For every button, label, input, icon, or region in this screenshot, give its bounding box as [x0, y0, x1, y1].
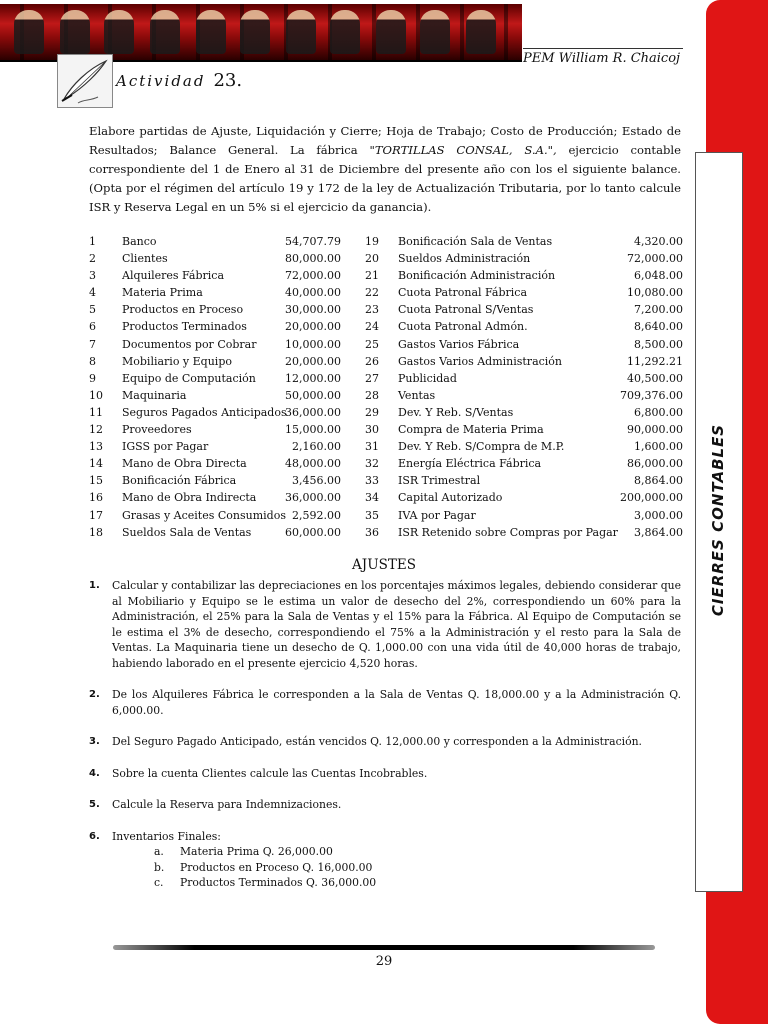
ajuste-text: Del Seguro Pagado Anticipado, están vencidos Q. 12,000.00 y corresponden a la Administración.: [112, 735, 642, 748]
account-value: 30,000.00: [285, 303, 341, 317]
account-name: Materia Prima: [122, 286, 203, 300]
account-name: Mano de Obra Directa: [122, 457, 247, 471]
account-number: 33: [365, 474, 379, 488]
account-value: 8,500.00: [634, 337, 683, 351]
account-name: IVA por Pagar: [398, 508, 476, 522]
account-name: Cuota Patronal S/Ventas: [398, 303, 534, 317]
account-number: 6: [89, 320, 96, 334]
account-name: Cuota Patronal Admón.: [398, 320, 528, 334]
ajuste-text: Calcular y contabilizar las depreciaciones en los porcentajes máximos legales, debiendo considerar que al Mobiliario y Equipo se le estima un valor de desecho del 2%, correspondiendo un 60% para la Administración, el 25% para la Sala de Ventas y el 15% para la Fábrica. Al Equipo de Computación se le estima el 3% de desecho, correspondiendo el 75% a la Administración y el resto para la Sala de Ventas. La Maquinaria tiene un desecho de Q. 1,000.00 con una vida útil de 40,000 horas de trabajo, habiendo laborado en el presente ejercicio 4,520 horas.: [112, 579, 681, 670]
inventario-letter: b.: [154, 860, 165, 874]
ajuste-number: 1.: [89, 580, 100, 591]
intro-text: Elabore partidas de Ajuste, Liquidación y Cierre; Hoja de Trabajo; Costo de Producción; Estado de Resultados; Balance General. La fábrica: [89, 124, 681, 157]
ajuste-item: [89, 766, 681, 782]
ajuste-number: 2.: [89, 689, 100, 700]
account-number: 15: [89, 474, 103, 488]
ajuste-text: Inventarios Finales:: [112, 829, 221, 843]
account-value: 200,000.00: [620, 491, 683, 505]
account-name: Mano de Obra Indirecta: [122, 491, 257, 505]
account-value: 10,000.00: [285, 337, 341, 351]
account-name: Proveedores: [122, 423, 192, 437]
banner-figure: [330, 10, 360, 54]
account-name: Ventas: [398, 388, 436, 402]
ajustes-heading: AJUSTES: [352, 557, 416, 573]
author-name: PEM William R. Chaicoj: [523, 48, 683, 66]
account-name: Seguros Pagados Anticipados: [122, 405, 287, 419]
account-value: 4,320.00: [634, 235, 683, 248]
account-row: [365, 301, 683, 318]
account-value: 709,376.00: [620, 388, 683, 402]
account-number: 24: [365, 320, 379, 334]
ajuste-number: 5.: [89, 799, 100, 810]
account-row: [365, 404, 683, 421]
account-row: [89, 387, 341, 404]
account-row: [89, 472, 341, 489]
account-number: 11: [89, 405, 103, 419]
inventario-text: Productos Terminados Q. 36,000.00: [180, 876, 377, 889]
account-name: Alquileres Fábrica: [122, 269, 225, 283]
account-row: [365, 472, 683, 489]
account-name: Publicidad: [398, 371, 457, 385]
ajuste-item: [89, 797, 681, 813]
account-name: Cuota Patronal Fábrica: [398, 286, 528, 300]
account-value: 72,000.00: [627, 252, 683, 266]
intro-paragraph: [89, 122, 681, 217]
account-name: Clientes: [122, 252, 168, 266]
account-name: Equipo de Computación: [122, 371, 256, 385]
account-number: 35: [365, 508, 379, 522]
account-number: 21: [365, 269, 379, 283]
account-name: Dev. Y Reb. S/Ventas: [398, 405, 514, 419]
account-row: [89, 370, 341, 387]
account-name: Compra de Materia Prima: [398, 423, 544, 437]
account-name: Gastos Varios Fábrica: [398, 337, 520, 351]
inventario-letter: c.: [154, 876, 164, 889]
account-value: 6,048.00: [634, 269, 683, 283]
account-number: 1: [89, 235, 96, 248]
banner-figure: [376, 10, 406, 54]
ajuste-text: Calcule la Reserva para Indemnizaciones.: [112, 798, 342, 811]
account-name: Productos Terminados: [122, 320, 247, 334]
account-number: 2: [89, 252, 96, 266]
account-row: [89, 421, 341, 438]
inventario-item: [154, 875, 681, 891]
account-row: [365, 353, 683, 370]
banner-figure: [14, 10, 44, 54]
account-number: 34: [365, 491, 379, 505]
account-number: 27: [365, 371, 379, 385]
account-number: 9: [89, 371, 96, 385]
account-value: 7,200.00: [634, 303, 683, 317]
account-row: [365, 387, 683, 404]
account-row: [89, 438, 341, 455]
banner-figure: [150, 10, 180, 54]
account-number: 10: [89, 388, 103, 402]
account-name: Gastos Varios Administración: [398, 354, 563, 368]
account-row: [365, 370, 683, 387]
account-row: [365, 524, 683, 541]
account-name: ISR Retenido sobre Compras por Pagar: [398, 525, 618, 539]
inventario-text: Productos en Proceso Q. 16,000.00: [180, 860, 373, 874]
account-row: [89, 267, 341, 284]
footer-divider: [113, 945, 655, 950]
account-name: ISR Trimestral: [398, 474, 481, 488]
account-row: [89, 524, 341, 541]
account-row: [89, 353, 341, 370]
account-number: 4: [89, 286, 96, 300]
account-value: 10,080.00: [627, 286, 683, 300]
account-name: Mobiliario y Equipo: [122, 354, 232, 368]
ajustes-list: [89, 578, 681, 907]
ajuste-text: Sobre la cuenta Clientes calcule las Cuentas Incobrables.: [112, 766, 428, 780]
account-value: 50,000.00: [285, 388, 341, 402]
account-name: Bonificación Fábrica: [122, 474, 237, 488]
account-value: 36,000.00: [285, 491, 341, 505]
account-row: [89, 284, 341, 301]
account-row: [89, 336, 341, 353]
account-number: 26: [365, 354, 379, 368]
account-row: [365, 455, 683, 472]
account-name: Productos en Proceso: [122, 303, 244, 317]
account-number: 29: [365, 405, 379, 419]
account-value: 15,000.00: [285, 423, 341, 437]
account-name: IGSS por Pagar: [122, 440, 209, 454]
company-name: "TORTILLAS CONSAL, S.A.",: [369, 143, 557, 157]
account-row: [89, 318, 341, 335]
ajuste-number: 3.: [89, 736, 100, 747]
activity-number: 23.: [213, 70, 243, 91]
account-value: 72,000.00: [285, 269, 341, 283]
account-name: Bonificación Administración: [398, 269, 556, 283]
account-value: 36,000.00: [285, 405, 341, 419]
account-row: [365, 336, 683, 353]
ajuste-item: [89, 734, 681, 750]
ajuste-number: 6.: [89, 830, 100, 842]
account-value: 60,000.00: [285, 525, 341, 539]
account-row: [89, 233, 341, 250]
inventario-letter: a.: [154, 845, 164, 858]
side-label: CIERRES CONTABLES: [709, 423, 727, 617]
account-value: 90,000.00: [627, 423, 683, 437]
ajuste-item: [89, 578, 681, 671]
account-number: 8: [89, 354, 96, 368]
account-number: 30: [365, 423, 379, 437]
account-number: 20: [365, 252, 379, 266]
account-value: 20,000.00: [285, 354, 341, 368]
account-row: [89, 404, 341, 421]
intro-text: ejercicio contable correspondiente del 1 de Enero al 31 de Diciembre del presente año con los el siguiente balance. (Opta por el régimen del artículo 19 y 172 de la ley de Actualización Tributaria, por lo tanto calcule ISR y Reserva Legal en un 5% si el ejercicio da ganancia).: [89, 143, 681, 214]
account-number: 17: [89, 508, 103, 522]
account-name: Documentos por Cobrar: [122, 337, 257, 351]
account-value: 40,500.00: [627, 371, 683, 385]
account-value: 20,000.00: [285, 320, 341, 334]
account-row: [365, 507, 683, 524]
quill-icon: [57, 54, 113, 108]
account-value: 3,000.00: [634, 508, 683, 522]
account-number: 5: [89, 303, 96, 317]
account-name: Grasas y Aceites Consumidos: [122, 508, 286, 522]
account-number: 3: [89, 269, 96, 283]
inventario-item: [154, 844, 681, 860]
ajuste-text: De los Alquileres Fábrica le corresponden a la Sala de Ventas Q. 18,000.00 y a la Administración Q. 6,000.00.: [112, 688, 681, 717]
account-value: 1,600.00: [634, 440, 683, 454]
banner-figure: [466, 10, 496, 54]
account-number: 32: [365, 457, 379, 471]
account-name: Sueldos Sala de Ventas: [122, 525, 252, 539]
account-value: 6,800.00: [634, 405, 683, 419]
account-name: Sueldos Administración: [398, 252, 531, 266]
account-value: 80,000.00: [285, 252, 341, 266]
account-row: [365, 489, 683, 506]
account-value: 3,864.00: [634, 525, 683, 539]
account-value: 86,000.00: [627, 457, 683, 471]
account-row: [89, 489, 341, 506]
account-value: 54,707.79: [285, 235, 341, 248]
account-row: [89, 455, 341, 472]
account-value: 2,160.00: [292, 440, 341, 454]
ajuste-item: [89, 829, 681, 891]
account-number: 28: [365, 388, 379, 402]
ajuste-number: 4.: [89, 767, 100, 779]
activity-label: Actividad: [116, 72, 206, 90]
banner-figure: [196, 10, 226, 54]
account-row: [365, 438, 683, 455]
account-name: Capital Autorizado: [398, 491, 503, 505]
account-number: 25: [365, 337, 379, 351]
account-value: 8,864.00: [634, 474, 683, 488]
accounts-table-right: [365, 233, 683, 541]
account-row: [365, 267, 683, 284]
account-value: 12,000.00: [285, 371, 341, 385]
account-row: [89, 507, 341, 524]
account-number: 7: [89, 337, 96, 351]
account-number: 16: [89, 491, 103, 505]
banner-figure: [240, 10, 270, 54]
account-name: Bonificación Sala de Ventas: [398, 235, 553, 248]
activity-title: [116, 70, 242, 91]
account-row: [365, 284, 683, 301]
page-number: 29: [375, 954, 393, 969]
account-name: Dev. Y Reb. S/Compra de M.P.: [398, 440, 565, 454]
account-row: [365, 233, 683, 250]
account-name: Banco: [122, 235, 157, 248]
account-number: 36: [365, 525, 379, 539]
account-number: 22: [365, 286, 379, 300]
inventarios-list: [154, 844, 681, 891]
account-row: [365, 421, 683, 438]
account-value: 11,292.21: [627, 354, 683, 368]
account-number: 18: [89, 525, 103, 539]
account-row: [365, 318, 683, 335]
account-name: Maquinaria: [122, 388, 187, 402]
account-number: 23: [365, 303, 379, 317]
account-number: 19: [365, 235, 379, 248]
account-value: 40,000.00: [285, 286, 341, 300]
account-value: 3,456.00: [292, 474, 341, 488]
account-number: 12: [89, 423, 103, 437]
inventario-item: [154, 860, 681, 876]
account-row: [89, 301, 341, 318]
ajuste-item: [89, 687, 681, 718]
account-row: [89, 250, 341, 267]
account-number: 13: [89, 440, 103, 454]
banner-figure: [60, 10, 90, 54]
account-value: 2,592.00: [292, 508, 341, 522]
banner-figure: [286, 10, 316, 54]
account-value: 8,640.00: [634, 320, 683, 334]
banner-figure: [420, 10, 450, 54]
account-number: 14: [89, 457, 103, 471]
account-number: 31: [365, 440, 379, 454]
inventario-text: Materia Prima Q. 26,000.00: [180, 845, 333, 858]
account-value: 48,000.00: [285, 457, 341, 471]
account-row: [365, 250, 683, 267]
account-name: Energía Eléctrica Fábrica: [398, 457, 542, 471]
accounts-table-left: [89, 233, 341, 541]
banner-figure: [104, 10, 134, 54]
